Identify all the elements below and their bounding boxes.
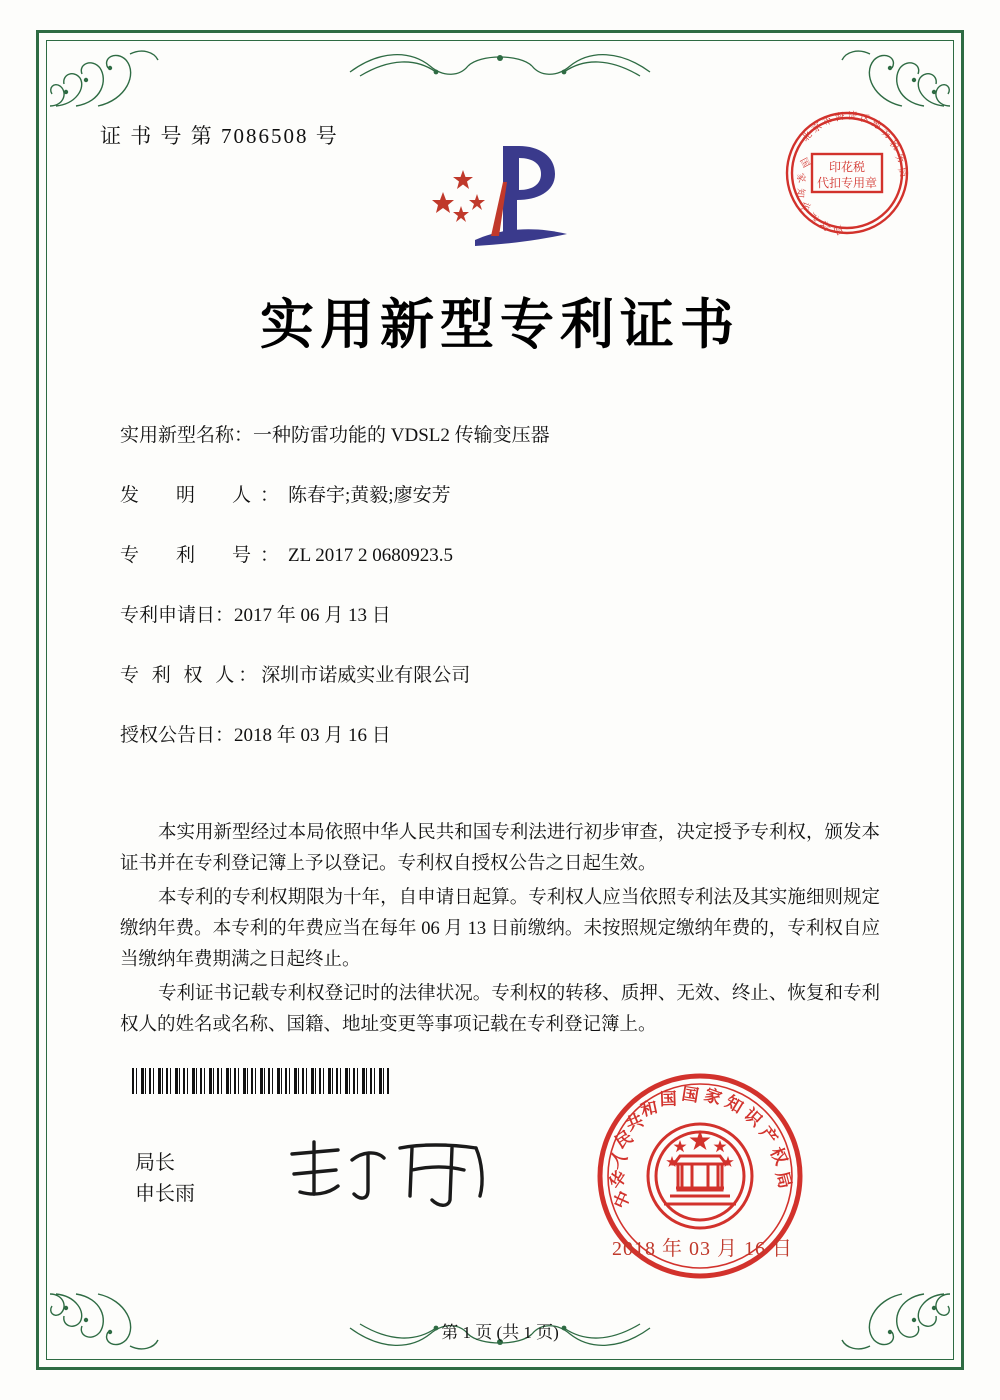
field-row-grant-date — [120, 720, 900, 747]
page-footer: 第 1 页 (共 1 页) — [441, 1323, 559, 1342]
svg-text:华: 华 — [605, 1167, 631, 1193]
svg-text:产: 产 — [805, 210, 820, 224]
field-value: ZL 2017 2 0680923.5 — [288, 545, 454, 566]
svg-text:权: 权 — [817, 217, 832, 232]
field-value: 一种防雷功能的 VDSL2 传输变压器 — [253, 425, 550, 446]
svg-text:京: 京 — [810, 121, 825, 136]
field-row-patent-number — [120, 540, 900, 567]
field-list — [120, 420, 900, 780]
svg-text:国: 国 — [797, 156, 811, 170]
svg-text:海: 海 — [834, 111, 846, 124]
svg-text:知: 知 — [721, 1092, 747, 1118]
svg-text:税: 税 — [886, 138, 901, 153]
field-label: 授权公告日： — [120, 725, 235, 746]
svg-text:局: 局 — [772, 1169, 795, 1191]
svg-text:识: 识 — [740, 1104, 766, 1131]
field-value: 2018 年 03 月 16 日 — [234, 725, 391, 746]
director-name: 申长雨 — [135, 1183, 195, 1205]
svg-text:市: 市 — [821, 115, 835, 129]
page-title: 实用新型专利证书 — [260, 295, 740, 355]
svg-text:方: 方 — [879, 128, 893, 142]
top-flourish-icon — [340, 42, 660, 84]
director-label: 局长 — [135, 1152, 175, 1174]
tax-seal-icon — [782, 108, 912, 238]
svg-text:产: 产 — [755, 1122, 782, 1148]
paragraph: 专利证书记载专利权登记时的法律状况。专利权的转移、质押、无效、终止、恢复和专利权人的姓名或名称、国籍、地址变更等事项记载在专利登记簿上。 — [120, 984, 880, 1035]
issue-date: 2018 年 03 月 16 日 — [612, 1238, 793, 1260]
field-row-patentee — [120, 660, 900, 687]
svg-text:民: 民 — [611, 1127, 637, 1153]
svg-text:国: 国 — [680, 1084, 701, 1106]
svg-text:中: 中 — [610, 1188, 635, 1212]
certificate-number: 证 书 号 第 7086508 号 — [100, 124, 339, 148]
svg-text:淀: 淀 — [847, 111, 858, 122]
field-value: 深圳市诺威实业有限公司 — [261, 665, 471, 686]
paragraph: 本实用新型经过本局依照中华人民共和国专利法进行初步审查，决定授予专利权，颁发本证书并在专利登记簿上予以登记。专利权自授权公告之日起生效。 — [120, 823, 880, 874]
field-label: 专利申请日： — [120, 605, 235, 626]
field-label: 实用新型名称： — [120, 425, 254, 446]
svg-text:务: 务 — [892, 152, 907, 166]
field-row-name — [120, 420, 900, 447]
field-label: 发 明 人： — [120, 485, 289, 506]
field-value: 2017 年 06 月 13 日 — [234, 605, 391, 626]
legal-text — [120, 818, 880, 1044]
svg-text:权: 权 — [766, 1144, 791, 1169]
paragraph: 本专利的专利权期限为十年，自申请日起算。专利权人应当依照专利法及其实施细则规定缴纳年费。本专利的年费应当在每年 06 月 13 日前缴纳。未按照规定缴纳年费的，专利权自应当缴纳年费期满之日起终止。 — [120, 888, 880, 970]
field-label: 专 利 权 人： — [120, 665, 262, 686]
svg-text:识: 识 — [797, 199, 811, 213]
field-label: 专 利 号： — [120, 545, 289, 566]
cnipa-logo-icon — [415, 140, 585, 255]
barcode — [132, 1068, 390, 1094]
field-value: 陈春宇;黄毅;廖安芳 — [288, 485, 451, 506]
svg-text:国: 国 — [659, 1089, 678, 1109]
svg-text:局: 局 — [895, 166, 909, 179]
svg-text:共: 共 — [623, 1110, 647, 1135]
svg-text:人: 人 — [605, 1146, 631, 1172]
svg-text:局: 局 — [831, 222, 845, 236]
svg-text:家: 家 — [701, 1084, 725, 1109]
svg-text:北: 北 — [800, 130, 815, 145]
svg-text:代扣专用章: 代扣专用章 — [816, 176, 878, 190]
signature-block — [135, 1148, 195, 1210]
field-row-application-date — [120, 600, 900, 627]
field-row-inventor — [120, 480, 900, 507]
svg-text:地: 地 — [869, 119, 883, 133]
svg-text:知: 知 — [794, 187, 805, 199]
svg-text:家: 家 — [794, 172, 806, 184]
svg-text:和: 和 — [638, 1097, 660, 1120]
handwritten-signature-icon — [280, 1130, 510, 1210]
svg-text:印花税: 印花税 — [828, 160, 866, 174]
svg-text:区: 区 — [859, 114, 871, 126]
